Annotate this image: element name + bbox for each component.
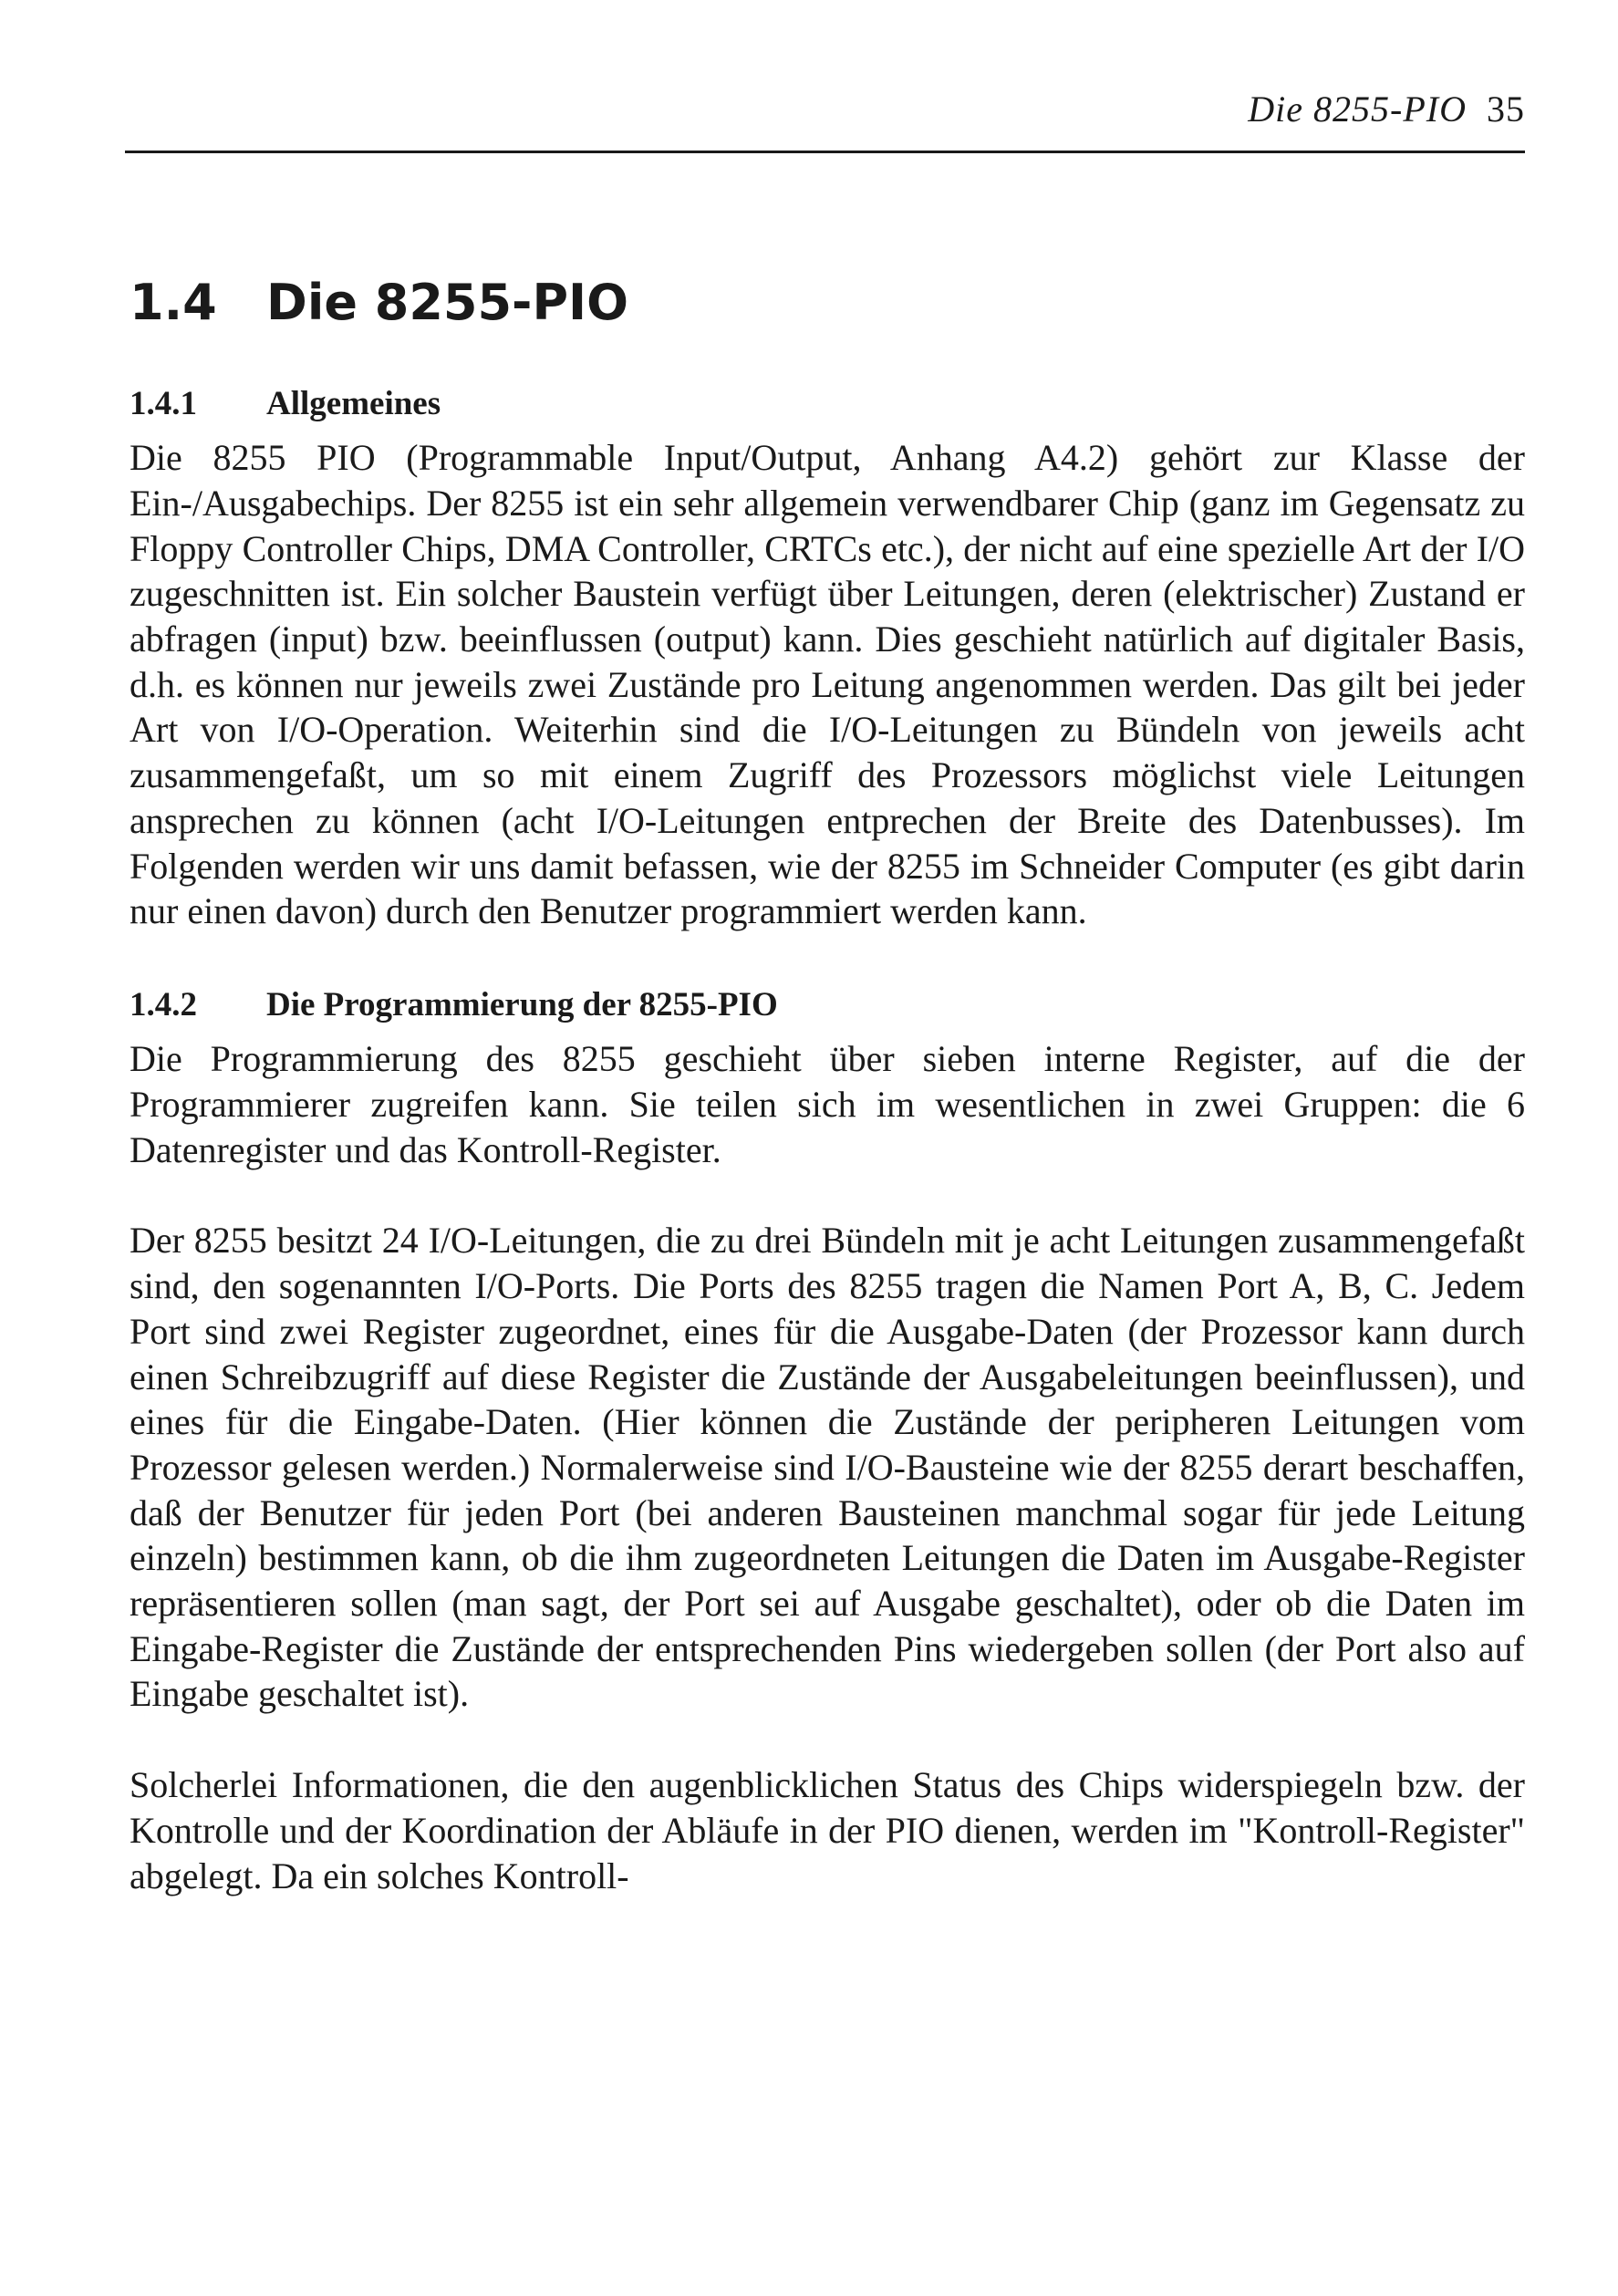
subsection-title: Die Programmierung der 8255-PIO (266, 985, 778, 1023)
section-title: Die 8255-PIO (266, 274, 629, 331)
page-body (130, 274, 1525, 1898)
running-header (0, 88, 1525, 130)
section-spacer (130, 934, 1525, 985)
paragraph: Die 8255 PIO (Programmable Input/Output, Anhang A4.2) gehört zur Klasse der Ein-/Ausgabechips. Der 8255 ist ein sehr allgemein verwendbarer Chip (ganz im Gegensatz zu Floppy Controller Chips, DMA Controller, CRTCs etc.), der nicht auf eine spezielle Art der I/O zugeschnitten ist. Ein solcher Baustein verfügt über Leitungen, deren (elektrischer) Zustand er abfragen (input) bzw. beeinflussen (output) kann. Dies geschieht natürlich auf digitaler Basis, d.h. es können nur jeweils zwei Zustände pro Leitung angenommen werden. Das gilt bei jeder Art von I/O-Operation. Weiterhin sind die I/O-Leitungen zu Bündeln von jeweils acht zusammengefaßt, um so mit einem Zugriff des Prozessors möglichst viele Leitungen ansprechen zu können (acht I/O-Leitungen entprechen der Breite des Datenbusses). Im Folgenden werden wir uns damit befassen, wie der 8255 im Schneider Computer (es gibt darin nur einen davon) durch den Benutzer programmiert werden kann. (130, 437, 1525, 932)
subsection-heading (130, 384, 1525, 424)
paragraph: Solcherlei Informationen, die den augenblicklichen Status des Chips widerspiegeln bzw. der Kontrolle und der Koordination der Abläufe in der PIO dienen, werden im "Kontroll-Register" abgelegt. Da ein solches Kontroll- (130, 1764, 1525, 1896)
paragraph: Die Programmierung des 8255 geschieht über sieben interne Register, auf die der Programmierer zugreifen kann. Sie teilen sich im wesentlichen in zwei Gruppen: die 6 Datenregister und das Kontroll-Register. (130, 1038, 1525, 1170)
section-number: 1.4 (130, 274, 217, 331)
paragraph: Der 8255 besitzt 24 I/O-Leitungen, die zu drei Bündeln mit je acht Leitungen zusammengefaßt sind, den sogenannten I/O-Ports. Die Ports des 8255 tragen die Namen Port A, B, C. Jedem Port sind zwei Register zugeordnet, eines für die Ausgabe-Daten (der Prozessor kann durch einen Schreibzugriff auf diese Register die Zustände der Ausgabeleitungen beeinflussen), und eines für die Eingabe-Daten. (Hier können die Zustände der peripheren Leitungen vom Prozessor gelesen werden.) Normalerweise sind I/O-Bausteine wie der 8255 derart beschaffen, daß der Benutzer für jeden Port (bei anderen Bausteinen manchmal sogar für jede Leitung einzeln) bestimmen kann, ob die ihm zugeordneten Leitungen die Daten im Ausgabe-Register repräsentieren sollen (man sagt, der Port sei auf Ausgabe geschaltet), oder ob die Daten im Eingabe-Register die Zustände der entsprechenden Pins wiedergeben sollen (der Port also auf Eingabe geschaltet ist). (130, 1220, 1525, 1715)
subsection-number: 1.4.1 (130, 384, 197, 422)
subsection-number: 1.4.2 (130, 985, 197, 1023)
paragraph-spacer (130, 1172, 1525, 1218)
paragraph-spacer (130, 1717, 1525, 1762)
running-title: Die 8255-PIO (1248, 88, 1467, 130)
header-rule (125, 151, 1525, 153)
page-number: 35 (1487, 88, 1525, 130)
subsection-title: Allgemeines (266, 384, 441, 422)
section-heading (130, 274, 1525, 333)
subsection-heading (130, 985, 1525, 1025)
